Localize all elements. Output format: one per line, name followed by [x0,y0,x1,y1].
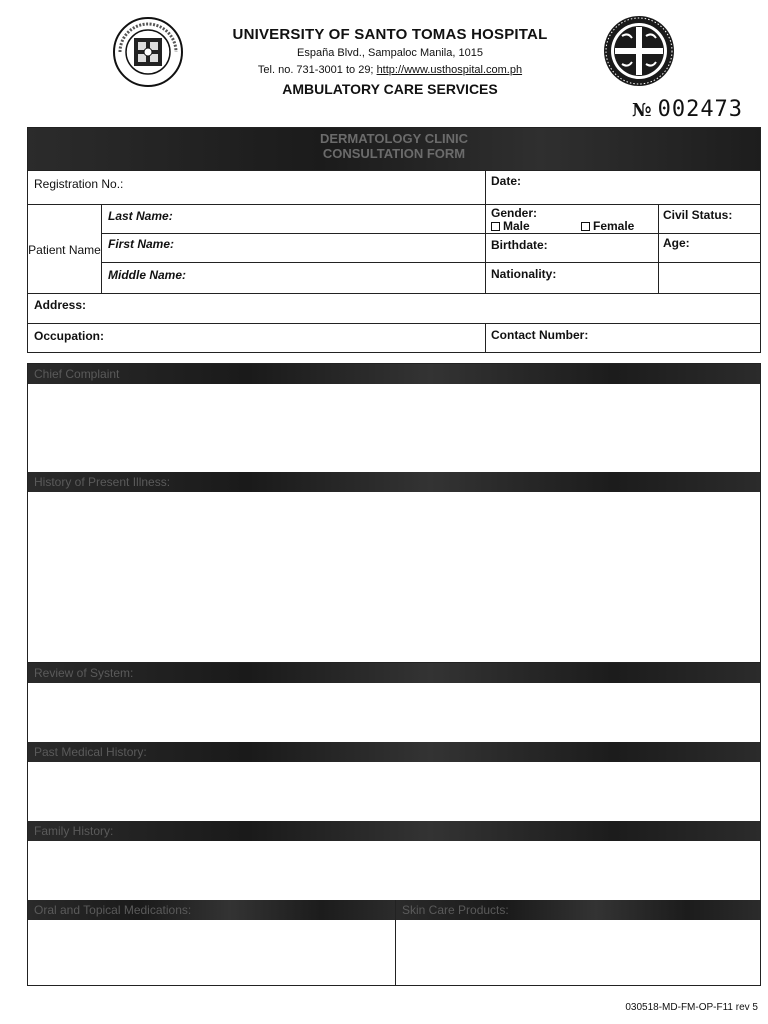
number-sign: № [632,100,652,121]
telephone-text: Tel. no. 731-3001 to 29; [257,64,374,76]
serial-value: 002473 [657,97,744,122]
history-medications-block [27,662,761,986]
skin-care-products-area[interactable] [396,920,760,985]
chief-complaint-header: Chief Complaint [28,364,760,384]
address-label: Address: [34,298,87,312]
department-title: AMBULATORY CARE SERVICES [282,81,498,97]
family-history-area[interactable] [28,841,760,900]
history-present-illness-area[interactable] [28,492,760,662]
university-seal-logo [112,16,184,88]
first-name-label: First Name: [108,237,175,251]
civil-status-label: Civil Status: [663,208,733,222]
female-label: Female [593,219,635,233]
patient-info-table [27,127,761,353]
chief-complaint-area[interactable] [28,384,760,472]
oral-topical-medications-area[interactable] [28,920,395,985]
hospital-title: UNIVERSITY OF SANTO TOMAS HOSPITAL [232,26,548,43]
age-label: Age: [663,236,690,250]
form-title-bar [28,128,760,170]
nationality-label: Nationality: [491,267,557,281]
form-title-line2: CONSULTATION FORM [322,146,466,161]
complaint-history-block [27,363,761,663]
hospital-contact [190,64,590,76]
middle-name-label: Middle Name: [108,268,187,282]
past-medical-history-area[interactable] [28,762,760,821]
review-of-system-header: Review of System: [28,663,760,683]
contact-number-label: Contact Number: [491,328,589,342]
occupation-label: Occupation: [34,329,105,343]
form-title-line1: DERMATOLOGY CLINIC [319,131,469,146]
birthdate-label: Birthdate: [491,238,548,252]
gender-label: Gender: [491,206,538,220]
male-checkbox[interactable] [491,222,500,231]
review-of-system-area[interactable] [28,683,760,742]
history-present-illness-header: History of Present Illness: [28,472,760,492]
last-name-label: Last Name: [108,209,173,223]
gender-male-option[interactable] [491,219,530,233]
oral-topical-medications-header: Oral and Topical Medications: [28,900,395,920]
male-label: Male [503,219,530,233]
hospital-address: España Blvd., Sampaloc Manila, 1015 [297,47,483,59]
patient-name-label: Patient Name [28,242,101,257]
form-serial-number [632,96,743,122]
past-medical-history-header: Past Medical History: [28,742,760,762]
hospital-seal-logo [602,14,676,88]
registration-no-label: Registration No.: [34,177,124,191]
skin-care-products-header: Skin Care Products: [396,900,760,920]
date-label: Date: [491,174,522,188]
female-checkbox[interactable] [581,222,590,231]
website-link[interactable]: http://www.usthospital.com.ph [376,64,523,76]
family-history-header: Family History: [28,821,760,841]
form-code: 030518-MD-FM-OP-F11 rev 5 [625,1002,758,1013]
gender-female-option[interactable] [581,219,634,233]
